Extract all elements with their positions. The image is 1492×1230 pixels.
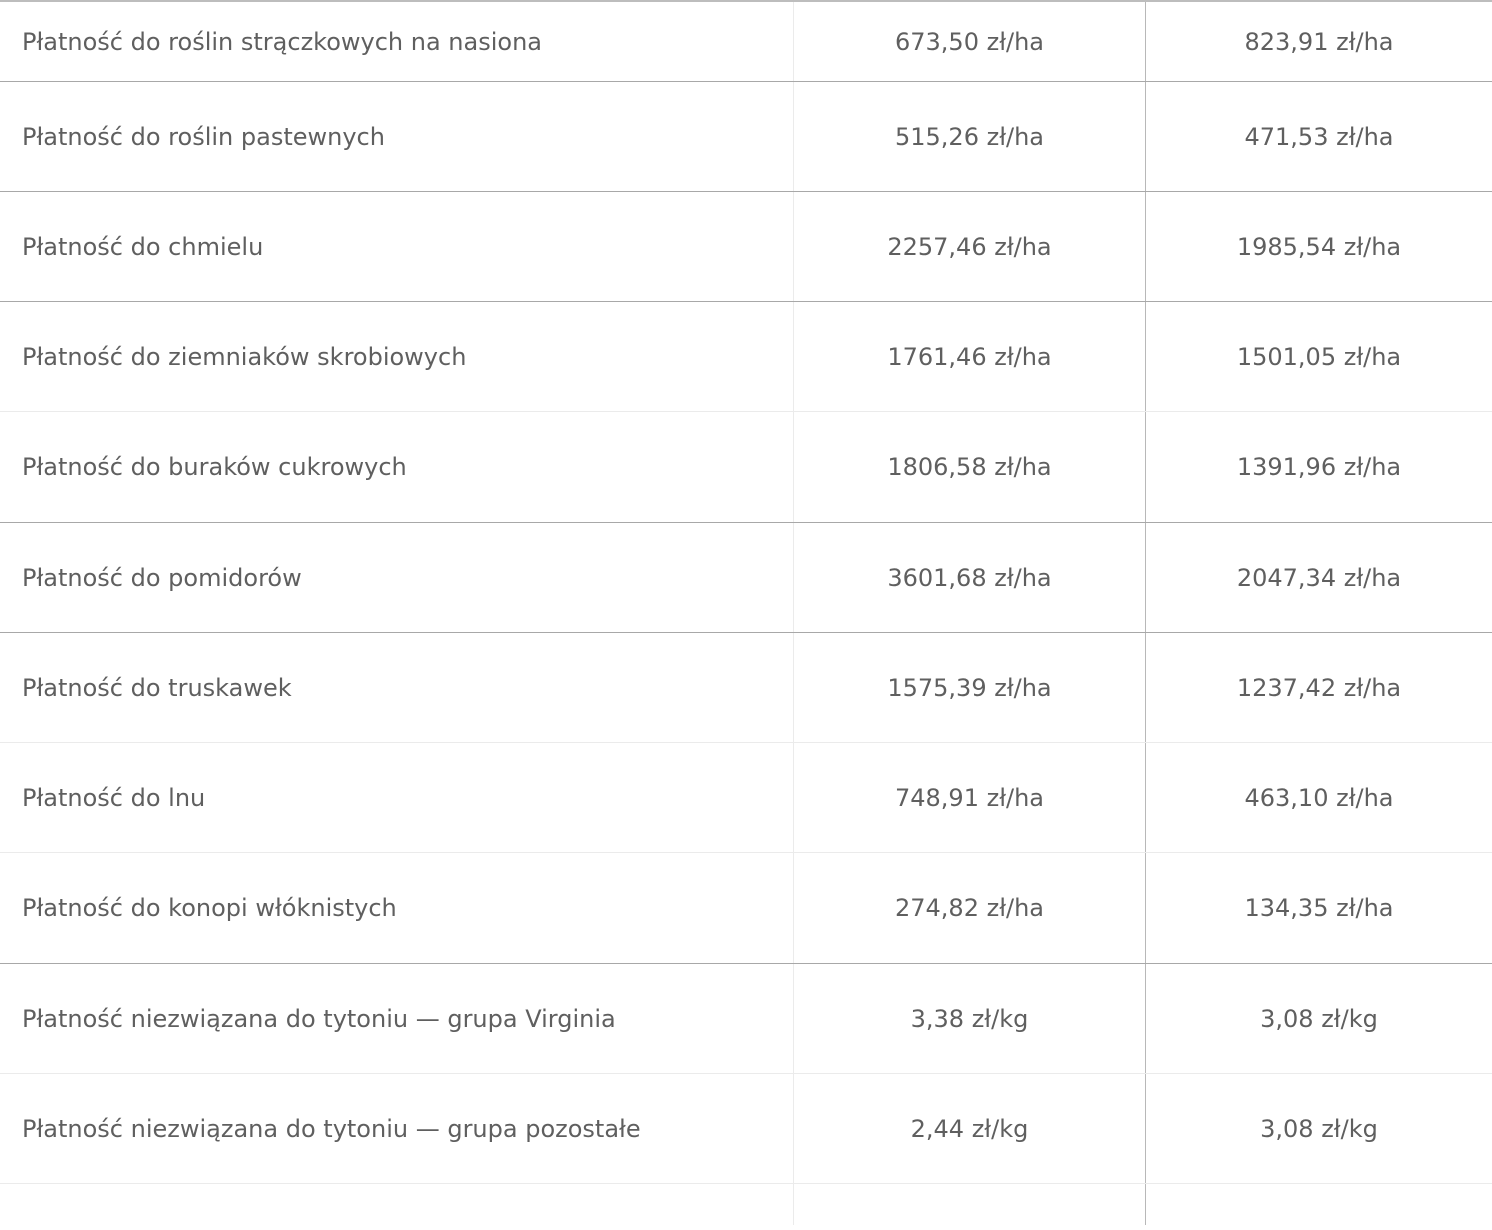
row-value-2: 3,08 zł/kg xyxy=(1260,1114,1378,1143)
row-value-1: 1761,46 zł/ha xyxy=(794,302,1146,411)
row-label: Płatność do lnu xyxy=(0,743,794,852)
table-row xyxy=(0,302,1492,412)
table-row xyxy=(0,1184,1492,1225)
row-value-1: 673,50 zł/ha xyxy=(794,2,1146,81)
row-value-1: 2,44 zł/kg xyxy=(794,1074,1146,1183)
table-row xyxy=(0,743,1492,853)
table-row xyxy=(0,1074,1492,1184)
row-value-2: 3,08 zł/kg xyxy=(1260,1004,1378,1033)
row-value-2: 134,35 zł/ha xyxy=(1244,894,1394,922)
table-row xyxy=(0,964,1492,1074)
table-row xyxy=(0,192,1492,302)
row-value-1: 2257,46 zł/ha xyxy=(794,192,1146,301)
row-value-1: 748,91 zł/ha xyxy=(794,743,1146,852)
row-label: Płatność do roślin pastewnych xyxy=(0,82,794,191)
row-value-2: 2047,34 zł/ha xyxy=(1236,563,1402,592)
row-label: Płatność do konopi włóknistych xyxy=(0,853,794,963)
row-value-1: 1806,58 zł/ha xyxy=(794,412,1146,522)
row-value-2: 1237,42 zł/ha xyxy=(1236,673,1402,702)
row-label: Płatność do buraków cukrowych xyxy=(0,412,794,522)
row-value-1: 3601,68 zł/ha xyxy=(794,523,1146,632)
row-value-1: 3,38 zł/kg xyxy=(794,964,1146,1073)
row-value-2 xyxy=(1146,1184,1492,1225)
row-value-2: 1501,05 zł/ha xyxy=(1236,342,1402,371)
row-value-1: 1575,39 zł/ha xyxy=(794,633,1146,742)
row-label: Płatność do pomidorów xyxy=(0,523,794,632)
row-label: Płatność do truskawek xyxy=(0,633,794,742)
row-label xyxy=(0,1184,794,1225)
row-label: Płatność do roślin strączkowych na nasiona xyxy=(0,2,794,81)
row-value-1: 274,82 zł/ha xyxy=(794,853,1146,963)
row-value-1 xyxy=(794,1184,1146,1225)
row-value-1: 515,26 zł/ha xyxy=(794,82,1146,191)
row-value-2: 463,10 zł/ha xyxy=(1244,783,1394,812)
row-value-2: 1985,54 zł/ha xyxy=(1236,232,1402,261)
row-label: Płatność do ziemniaków skrobiowych xyxy=(0,302,794,411)
row-label: Płatność do chmielu xyxy=(0,192,794,301)
row-value-2: 823,91 zł/ha xyxy=(1244,27,1394,56)
table-row xyxy=(0,2,1492,82)
table-row xyxy=(0,82,1492,192)
row-label: Płatność niezwiązana do tytoniu — grupa pozostałe xyxy=(0,1074,794,1183)
table-row xyxy=(0,633,1492,743)
table-row xyxy=(0,523,1492,633)
row-value-2: 1391,96 zł/ha xyxy=(1236,453,1402,481)
table-row xyxy=(0,853,1492,964)
table-row xyxy=(0,412,1492,523)
row-label: Płatność niezwiązana do tytoniu — grupa Virginia xyxy=(0,964,794,1073)
row-value-2: 471,53 zł/ha xyxy=(1244,122,1394,151)
